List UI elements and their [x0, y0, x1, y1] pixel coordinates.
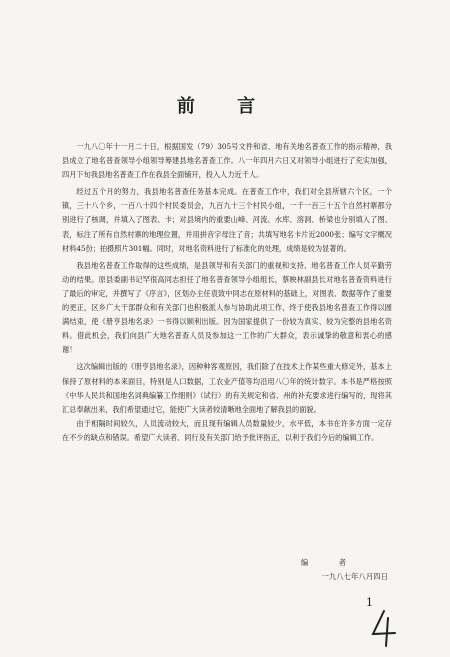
signature-block	[301, 556, 388, 584]
page-number: 1	[366, 596, 373, 609]
handwritten-four-mark	[368, 608, 398, 648]
signature-author: 编 者	[300, 558, 360, 567]
preface-body	[62, 140, 392, 445]
page-title: 前 言	[176, 96, 274, 117]
paragraph-2: 经过五个月的努力，我县地名普查任务基本完成。在普查工作中，我们对全县所辖六个区，一个镇，三十八个乡，一百八十四个村民委员会，九百九十三个村民小组，一千一百三十五个自然村寨都分别进行了核调，并填入了图表、卡；对县境内的重要山峰、河流、水库、溶洞、桥梁也分别填入了图、表，标注了所有自然村寨的地理位置，并用拼音字母注了音；共填写地名卡片近2000张；编写文字概况材料45份；拍摄照片301幅。同时，对地名资料进行了标准化的处理，成绩是较为显著的。	[62, 187, 392, 253]
paragraph-3: 我县地名普查工作取得的这些成绩，是县领导和有关部门的重视和支持、地名普查工作人员辛勤劳动的结果。原县委副书记罕很高同志担任了地名普查领导小组组长，蔡映林副县长对地名普查资料进行了最后的审定，并撰写了《序言》，区划办主任袁致中同志在原材料的基础上，对图表、数据等作了重要的更正，区乡广大干部群众和有关部门也积极派人参与协助此项工作，终于使我县地名普查工作得以圆满结束，使《册亨县地名录》一书得以顺利出版。因为国家提供了一份较为真实、较为完整的县地名资料。借此机会，我们向县广大地名普查人员及参加这一工作的广大群众，表示诚挚的敬意和衷心的感谢！	[62, 260, 392, 355]
paragraph-1: 一九八〇年十一月二十日，根据国发（79）305号文件和省、地有关地名普查工作的指示精神，我县成立了地名普查领导小组领导筹建县地名普查工作。八一年四月六日又对领导小组进行了充实加强，四月下旬我县地名普查工作在我县全面铺开，投入人力近千人。	[62, 142, 392, 180]
signature-date: 一九八七年八月四日	[321, 572, 388, 581]
paragraph-5: 由于相隔时间较久，人员流动较大，而且现有编辑人员数量较少，水平低，本书在许多方面一定存在不少的缺点和错误。希望广大读者、同行及有关部门给予批评指正，以利于我们今后的编辑工作。	[62, 418, 392, 442]
paragraph-4: 这次编辑出版的《册亨县地名录》，因种种客观原因，我们除了在技术上作某些重大修定外，基本上保持了原材料的本来面目，特别是人口数据，工农业产值等均沿用八〇年的统计数字。本书是严格按照《中华人民共和国地名词典编纂工作细则》（试行）的有关规定和省、州的补充要求进行编写的，现将其汇总奉献出来，我们希望通过它，能使广大读者较清晰地全面地了解我县的面貌。	[62, 362, 392, 414]
